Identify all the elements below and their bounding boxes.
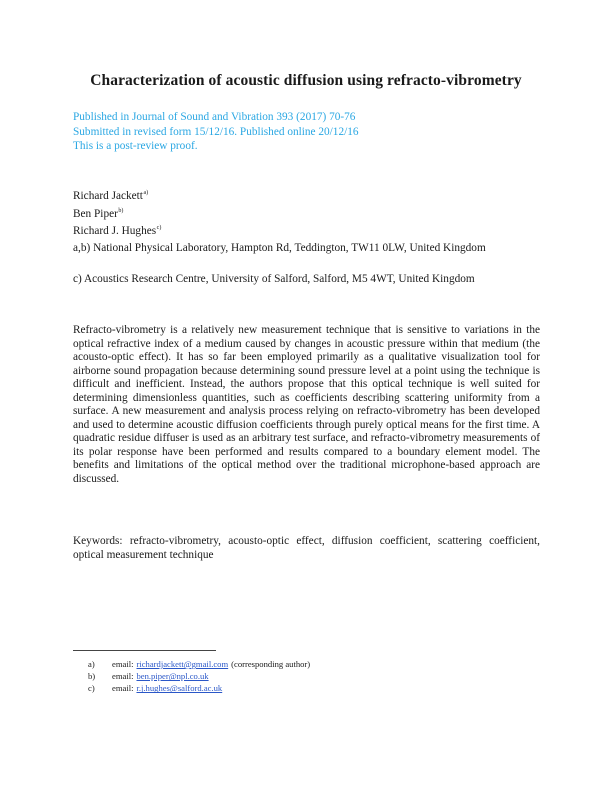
email-link[interactable]: richardjackett@gmail.com [136, 659, 229, 669]
author-name: Ben Piper [73, 207, 118, 220]
footnotes [88, 658, 310, 695]
author-affiliation-mark: c) [156, 225, 162, 231]
footnote-mark: a) [88, 659, 95, 669]
footnote [88, 682, 310, 694]
footnote-divider [73, 650, 216, 651]
publication-note: This is a post-review proof. [73, 140, 198, 152]
footnote-label: email: [112, 671, 134, 682]
email-link[interactable]: ben.piper@npl.co.uk [136, 671, 209, 682]
email-link[interactable]: r.j.hughes@salford.ac.uk [136, 683, 223, 694]
author-list [73, 186, 161, 239]
footnote-label: email: [112, 683, 134, 694]
footnote-mark: c) [88, 683, 95, 694]
author [73, 204, 161, 222]
footnote [88, 658, 310, 670]
abstract: Refracto-vibrometry is a relatively new measurement technique that is sensitive to variations in the optical refractive index of a medium caused by changes in acoustic pressure within that medium (the acousto-optic effect). It has so far been employed primarily as a qualitative visualization tool for airborne sound propagation because determining sound pressure level at a point using the technique is difficult and inefficient. Instead, the authors propose that this optical technique is well suited for determining dimensionless quantities, such as coefficients describing scattering uniformity from a surface. A new measurement and analysis process relying on refracto-vibrometry has been developed and used to determine acoustic diffusion coefficients through purely optical means for the first time. A quadratic residue diffuser is used as an arbitrary test surface, and refracto-vibrometry measurements of its polar response have been performed and results compared to a boundary element model. The benefits and limitations of the optical method over the traditional microphone-based approach are discussed. [73, 324, 540, 486]
affiliation-npl: a,b) National Physical Laboratory, Hampton Rd, Teddington, TW11 0LW, United Kingdom [73, 242, 486, 254]
author-name: Richard J. Hughes [73, 225, 157, 237]
publication-journal: Published in Journal of Sound and Vibration 393 (2017) 70-76 [73, 111, 356, 123]
author-affiliation-mark: b) [118, 207, 124, 214]
footnote-label: email: [112, 659, 134, 669]
footnote-mark: b) [88, 671, 96, 682]
footnote-note: (corresponding author) [231, 659, 311, 669]
author-name: Richard Jackett [73, 190, 143, 202]
keywords: Keywords: refracto-vibrometry, acousto-optic effect, diffusion coefficient, scattering coefficient, optical measurement technique [73, 535, 540, 561]
affiliation-salford: c) Acoustics Research Centre, University of Salford, Salford, M5 4WT, United Kingdom [73, 273, 475, 285]
paper-title: Characterization of acoustic diffusion using refracto-vibrometry [90, 72, 522, 89]
author [73, 186, 161, 204]
publication-info [73, 110, 359, 154]
author [73, 221, 161, 239]
author-affiliation-mark: a) [143, 190, 149, 196]
publication-dates: Submitted in revised form 15/12/16. Published online 20/12/16 [73, 125, 359, 138]
footnote [88, 670, 310, 682]
